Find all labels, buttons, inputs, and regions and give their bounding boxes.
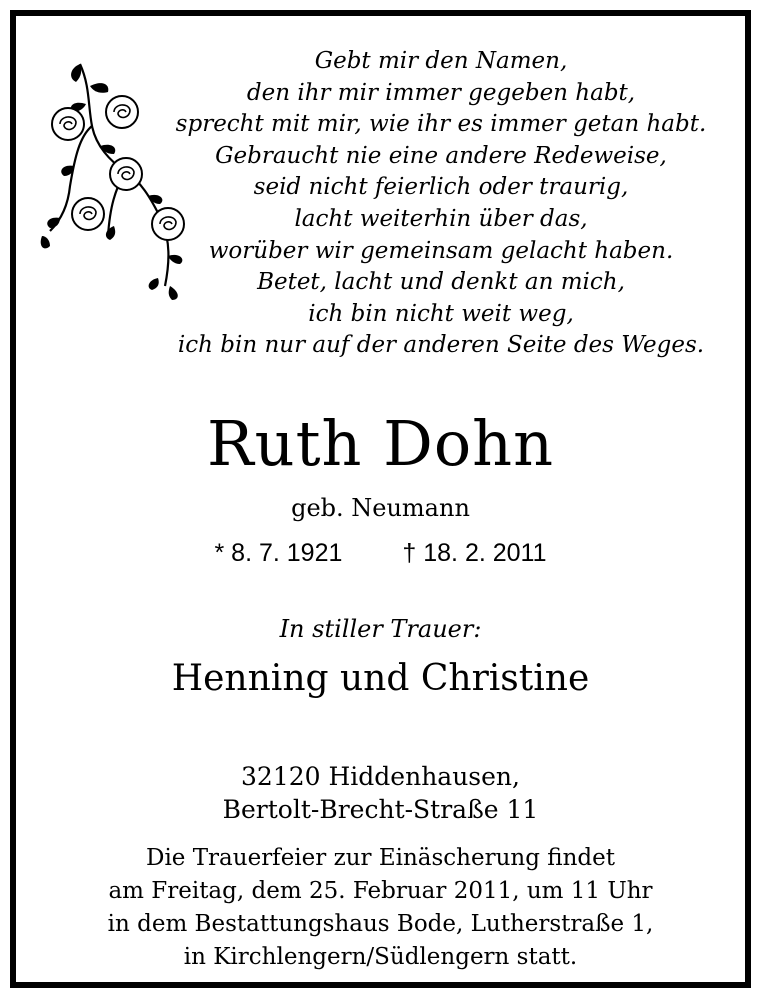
ceremony-line: am Freitag, dem 25. Februar 2011, um 11 Uhr — [108, 878, 653, 904]
deceased-name: Ruth Dohn — [206, 407, 555, 480]
poem — [146, 46, 736, 362]
poem-line: worüber wir gemeinsam gelacht haben. — [208, 237, 674, 264]
ceremony-info — [16, 842, 745, 974]
poem-line: Gebraucht nie eine andere Redeweise, — [215, 142, 667, 169]
mourning-heading: In stiller Trauer: — [279, 615, 482, 643]
ceremony-line: in dem Bestattungshaus Bode, Lutherstraße 1, — [107, 911, 654, 937]
birth-date: * 8. 7. 1921 — [214, 539, 343, 567]
poem-line: ich bin nicht weit weg, — [308, 300, 574, 327]
poem-line: Gebt mir den Namen, — [314, 48, 568, 74]
address-line: Bertolt-Brecht-Straße 11 — [222, 795, 539, 824]
poem-line: Betet, lacht und denkt an mich, — [257, 269, 625, 296]
poem-line: ich bin nur auf der anderen Seite des Weges. — [177, 332, 705, 359]
poem-line: den ihr mir immer gegeben habt, — [246, 79, 636, 106]
poem-line: lacht weiterhin über das, — [294, 205, 588, 232]
mourners-names: Henning und Christine — [171, 658, 590, 699]
ceremony-line: in Kirchlengern/Südlengern statt. — [183, 944, 578, 970]
obituary-notice — [10, 10, 751, 988]
address-line: 32120 Hiddenhausen, — [241, 762, 520, 791]
poem-line: seid nicht feierlich oder traurig, — [253, 174, 629, 201]
ceremony-line: Die Trauerfeier zur Einäscherung findet — [146, 845, 615, 871]
address — [16, 760, 745, 826]
poem-line: sprecht mit mir, wie ihr es immer getan habt. — [175, 111, 707, 138]
death-date: † 18. 2. 2011 — [402, 539, 547, 567]
maiden-name: geb. Neumann — [291, 494, 470, 522]
life-dates — [16, 538, 745, 568]
